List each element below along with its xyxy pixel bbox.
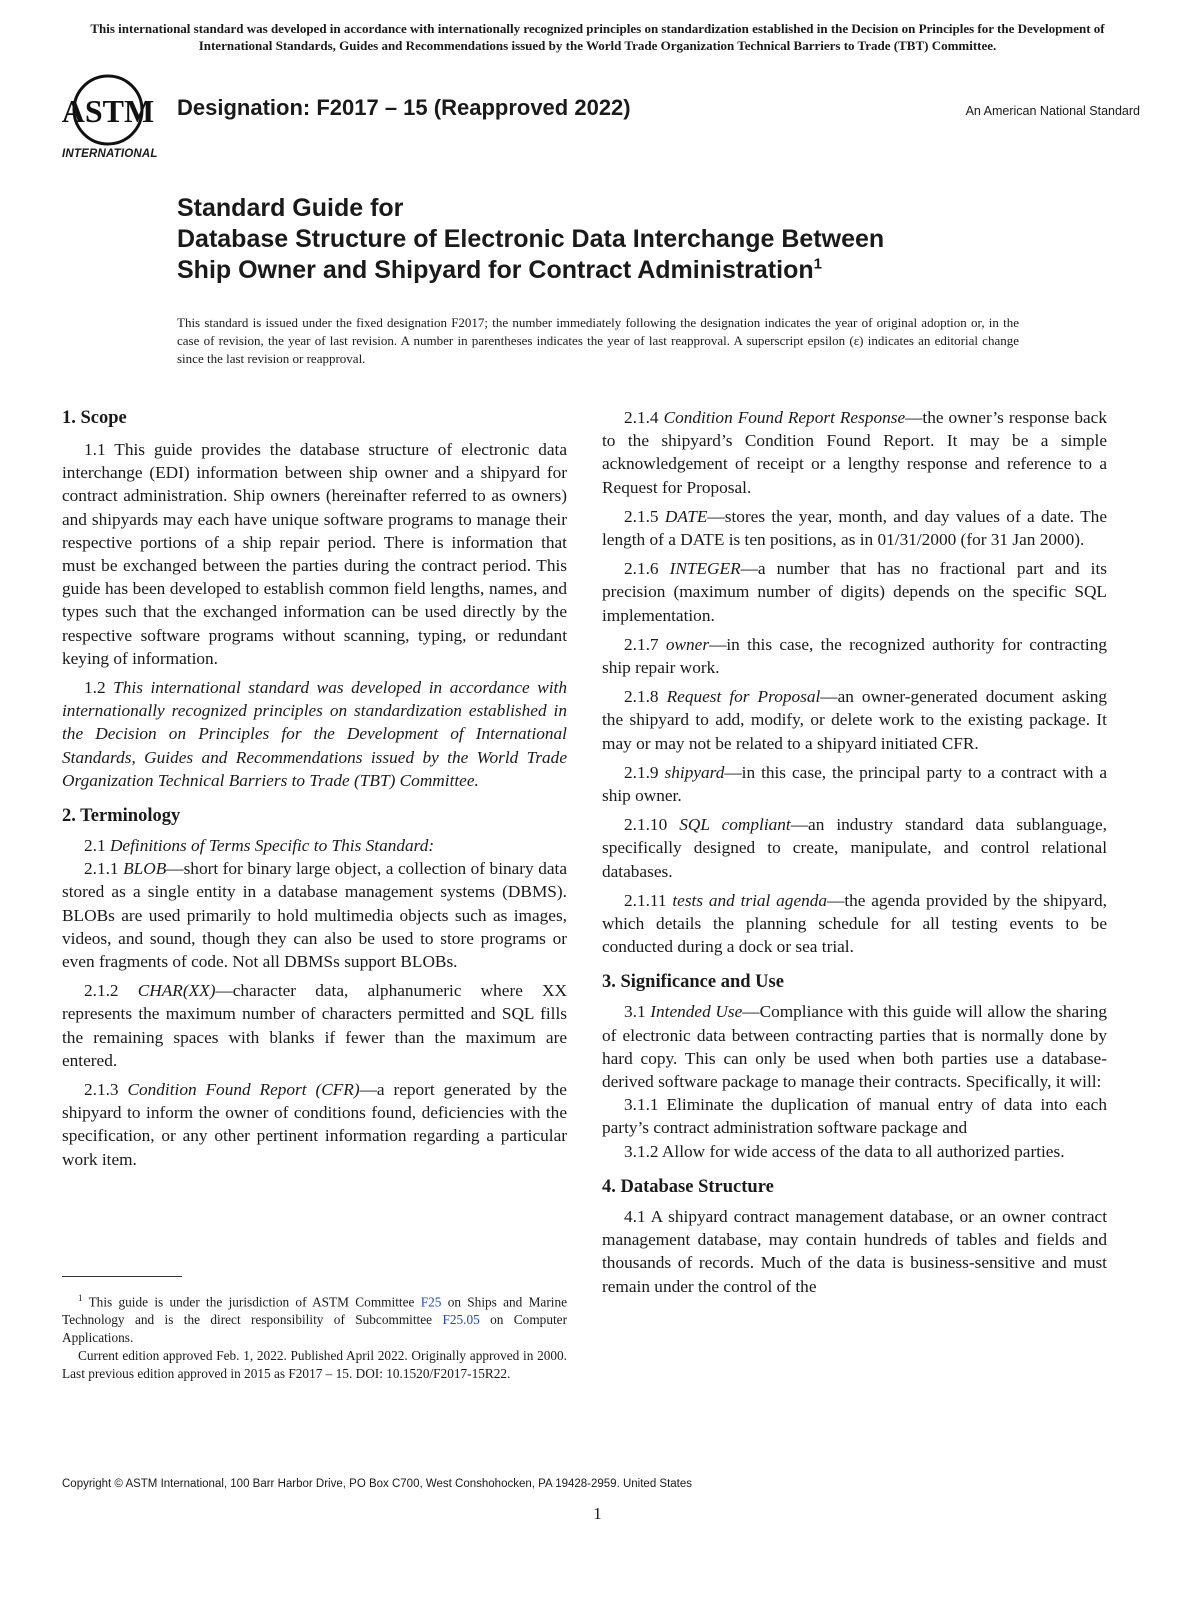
- definition-number: 2.1.8: [624, 687, 659, 707]
- section-3-heading: 3. Significance and Use: [602, 972, 784, 993]
- paragraph-4-1: 4.1 A shipyard contract management database, or an owner contract management database, may contain hundreds of tables and fields and thousands of records. Much of the data is business-sensitive and must remain under the control of the: [602, 1206, 1107, 1296]
- footnote-edition: Current edition approved Feb. 1, 2022. Published April 2022. Originally approved in 2000. Last previous edition approved in 2015 as F2017 – 15. DOI: 10.1520/F2017-15R22.: [62, 1348, 567, 1382]
- definition-term: tests and trial agenda: [672, 890, 828, 910]
- definition-term: Request for Proposal: [666, 687, 821, 707]
- section-2-heading: 2. Terminology: [62, 806, 181, 827]
- definition-text: —a report generated by the shipyard to inform the owner of conditions found, deficiencies with the specification, or any other pertinent information regarding a particular work item.: [62, 1080, 567, 1169]
- definition-text: —in this case, the principal party to a contract with a ship owner.: [602, 762, 1107, 806]
- definition-char: [62, 979, 567, 1072]
- definition-text: —stores the year, month, and day values of a date. The length of a DATE is ten positions, as in 01/31/2000 (for 31 Jan 2000).: [602, 506, 1107, 550]
- paragraph-1-2: [62, 676, 567, 792]
- preamble: This standard is issued under the fixed designation F2017; the number immediately following the designation indicates the year of original adoption or, in the case of revision, the year of last revision. A number in parentheses indicates the year of last reapproval. A superscript epsilon (ε) indicates an editorial change since the last revision or reapproval.: [177, 315, 1019, 366]
- definition-term: Condition Found Report Response: [663, 408, 906, 427]
- definition-owner: [602, 633, 1107, 679]
- definition-term: Condition Found Report (CFR): [127, 1080, 360, 1100]
- definition-term: BLOB: [123, 859, 167, 879]
- definition-text: —character data, alphanumeric where XX represents the maximum number of characters permitted and SQL fills the remaining spaces with blanks if fewer than the maximum are entered.: [62, 981, 567, 1070]
- copyright: Copyright © ASTM International, 100 Barr Harbor Drive, PO Box C700, West Conshohocken, PA 19428-2959. United States: [62, 1478, 693, 1490]
- definition-number: 2.1.2: [84, 981, 119, 1001]
- definition-rfp: [602, 685, 1107, 755]
- paragraph-1-2-text: This international standard was developed in accordance with internationally recognized principles on standardization established in the Decision on Principles for the Development of International Standards, Guides and Recommendations issued by the World Trade Organization Technical Barriers to Trade (TBT) Committee.: [62, 678, 567, 790]
- section-1-heading: 1. Scope: [62, 408, 127, 428]
- footnote: [62, 1289, 567, 1383]
- definition-cfr: [62, 1078, 567, 1171]
- footnote-text: on Computer Applications.: [62, 1312, 567, 1346]
- paragraph-3-1-number: 3.1: [624, 1002, 646, 1022]
- definition-text: —a number that has no fractional part and its precision (maximum number of digits) depends on the specific SQL implementation.: [602, 559, 1107, 625]
- footnote-text: This guide is under the jurisdiction of ASTM Committee: [88, 1294, 415, 1310]
- definition-number: 2.1.7: [624, 634, 659, 654]
- right-column: [602, 406, 1107, 1298]
- paragraph-1-1: 1.1 This guide provides the database structure of electronic data interchange (EDI) information between ship owner and a shipyard for contract administration. Ship owners (hereinafter referred to as owners) and shipyards may each have unique software programs to manage their respective portions of a ship repair period. There is information that must be exchanged between the parties during the contract period. This guide has been developed to establish common field lengths, names, and types such that the exchanged information can be used directly by the respective software programs without scanning, typing, or redundant keying of information.: [62, 440, 567, 668]
- definition-number: 2.1.3: [84, 1080, 119, 1100]
- national-standard-label: An American National Standard: [965, 104, 1140, 118]
- definition-text: —the owner’s response back to the shipyard’s Condition Found Report. It may be a simple acknowledgement of receipt or a lengthy response and reference to a Request for Proposal.: [602, 408, 1107, 497]
- definition-term: DATE: [664, 506, 708, 526]
- definition-blob: [62, 857, 567, 973]
- definition-term: shipyard: [664, 762, 725, 782]
- definition-cfr-response: [602, 406, 1107, 499]
- paragraph-1-2-number: 1.2: [84, 678, 106, 698]
- footnote-text: on Ships and Marine Technology and is the direct responsibility of Subcommittee: [62, 1294, 568, 1328]
- definition-text: —in this case, the recognized authority for contracting ship repair work.: [602, 634, 1107, 678]
- footnote-mark: 1: [78, 1293, 83, 1303]
- page-number: 1: [593, 1504, 602, 1523]
- definition-number: 2.1.11: [624, 890, 667, 910]
- paragraph-2-1-term: Definitions of Terms Specific to This Standard:: [109, 836, 435, 856]
- title-line-3-text: Ship Owner and Shipyard for Contract Administration: [177, 256, 814, 284]
- definition-number: 2.1.5: [624, 506, 659, 526]
- footnote-jurisdiction: [62, 1289, 567, 1347]
- definition-number: 2.1.6: [624, 559, 659, 579]
- definition-number: 2.1.9: [624, 762, 659, 782]
- definition-term: owner: [665, 634, 710, 654]
- definition-text: —the agenda provided by the shipyard, which details the planning schedule for all testing events to be conducted during a dock or sea trial.: [602, 890, 1107, 957]
- definition-term: SQL compliant: [679, 815, 791, 835]
- definition-date: [602, 505, 1107, 551]
- definition-number: 2.1.1: [84, 859, 119, 879]
- title-line-2: Database Structure of Electronic Data Interchange Between: [177, 225, 885, 253]
- paragraph-3-1-text: —Compliance with this guide will allow the sharing of electronic data between contracting parties that is normally done by hard copy. This can only be used when both parties use a database-derived software package to manage their contracts. Specifically, it will:: [602, 1002, 1108, 1092]
- footnote-divider: [62, 1276, 182, 1277]
- left-column: [62, 406, 567, 1171]
- definition-integer: [602, 557, 1107, 627]
- committee-link[interactable]: F25: [420, 1294, 442, 1310]
- paragraph-3-1-term: Intended Use: [650, 1002, 743, 1022]
- paragraph-2-1: [62, 834, 567, 857]
- designation: Designation: F2017 – 15 (Reapproved 2022): [177, 95, 631, 120]
- definition-text: —an industry standard data sublanguage, specifically designed to create, manipulate, and control relational databases.: [602, 815, 1108, 881]
- definition-text: —short for binary large object, a collection of binary data stored as a single entity in a database management systems (DBMS). BLOBs are used primarily to hold multimedia objects such as images, videos, and sound, though they can also be used to store programs or even fragments of code. Not all DBMSs support BLOBs.: [62, 859, 567, 972]
- logo-text: ASTM: [61, 93, 155, 129]
- paragraph-2-1-number: 2.1: [84, 836, 106, 856]
- definition-shipyard: [602, 761, 1107, 807]
- definition-term: CHAR(XX): [137, 981, 216, 1001]
- title-footnote-mark: 1: [813, 255, 822, 273]
- definition-number: 2.1.4: [624, 408, 659, 427]
- definition-sql: [602, 813, 1107, 883]
- definition-number: 2.1.10: [624, 815, 668, 835]
- title-line-3: [177, 255, 1077, 286]
- definition-term: INTEGER: [669, 559, 741, 579]
- paragraph-3-1: [602, 1000, 1107, 1093]
- definition-text: —an owner-generated document asking the shipyard to add, modify, or delete work to the existing package. It may or may not be related to a shipyard initiated CFR.: [602, 687, 1107, 753]
- logo-international-label: INTERNATIONAL: [62, 148, 158, 160]
- paragraph-3-1-1: 3.1.1 Eliminate the duplication of manual entry of data into each party’s contract administration software package and: [602, 1095, 1107, 1138]
- section-4-heading: 4. Database Structure: [602, 1176, 774, 1197]
- subcommittee-link[interactable]: F25.05: [442, 1312, 480, 1328]
- paragraph-3-1-2: 3.1.2 Allow for wide access of the data to all authorized parties.: [624, 1141, 1065, 1161]
- wto-notice: This international standard was developed in accordance with internationally recognized principles on standardization established in the Decision on Principles for the Development of International Standards, Guides and Recommendations issued by the World Trade Organization Technical Barriers to Trade (TBT) Committee.: [90, 21, 1105, 53]
- definition-trial-agenda: [602, 889, 1107, 959]
- document-title: [177, 193, 1077, 286]
- title-line-1: Standard Guide for: [177, 194, 404, 222]
